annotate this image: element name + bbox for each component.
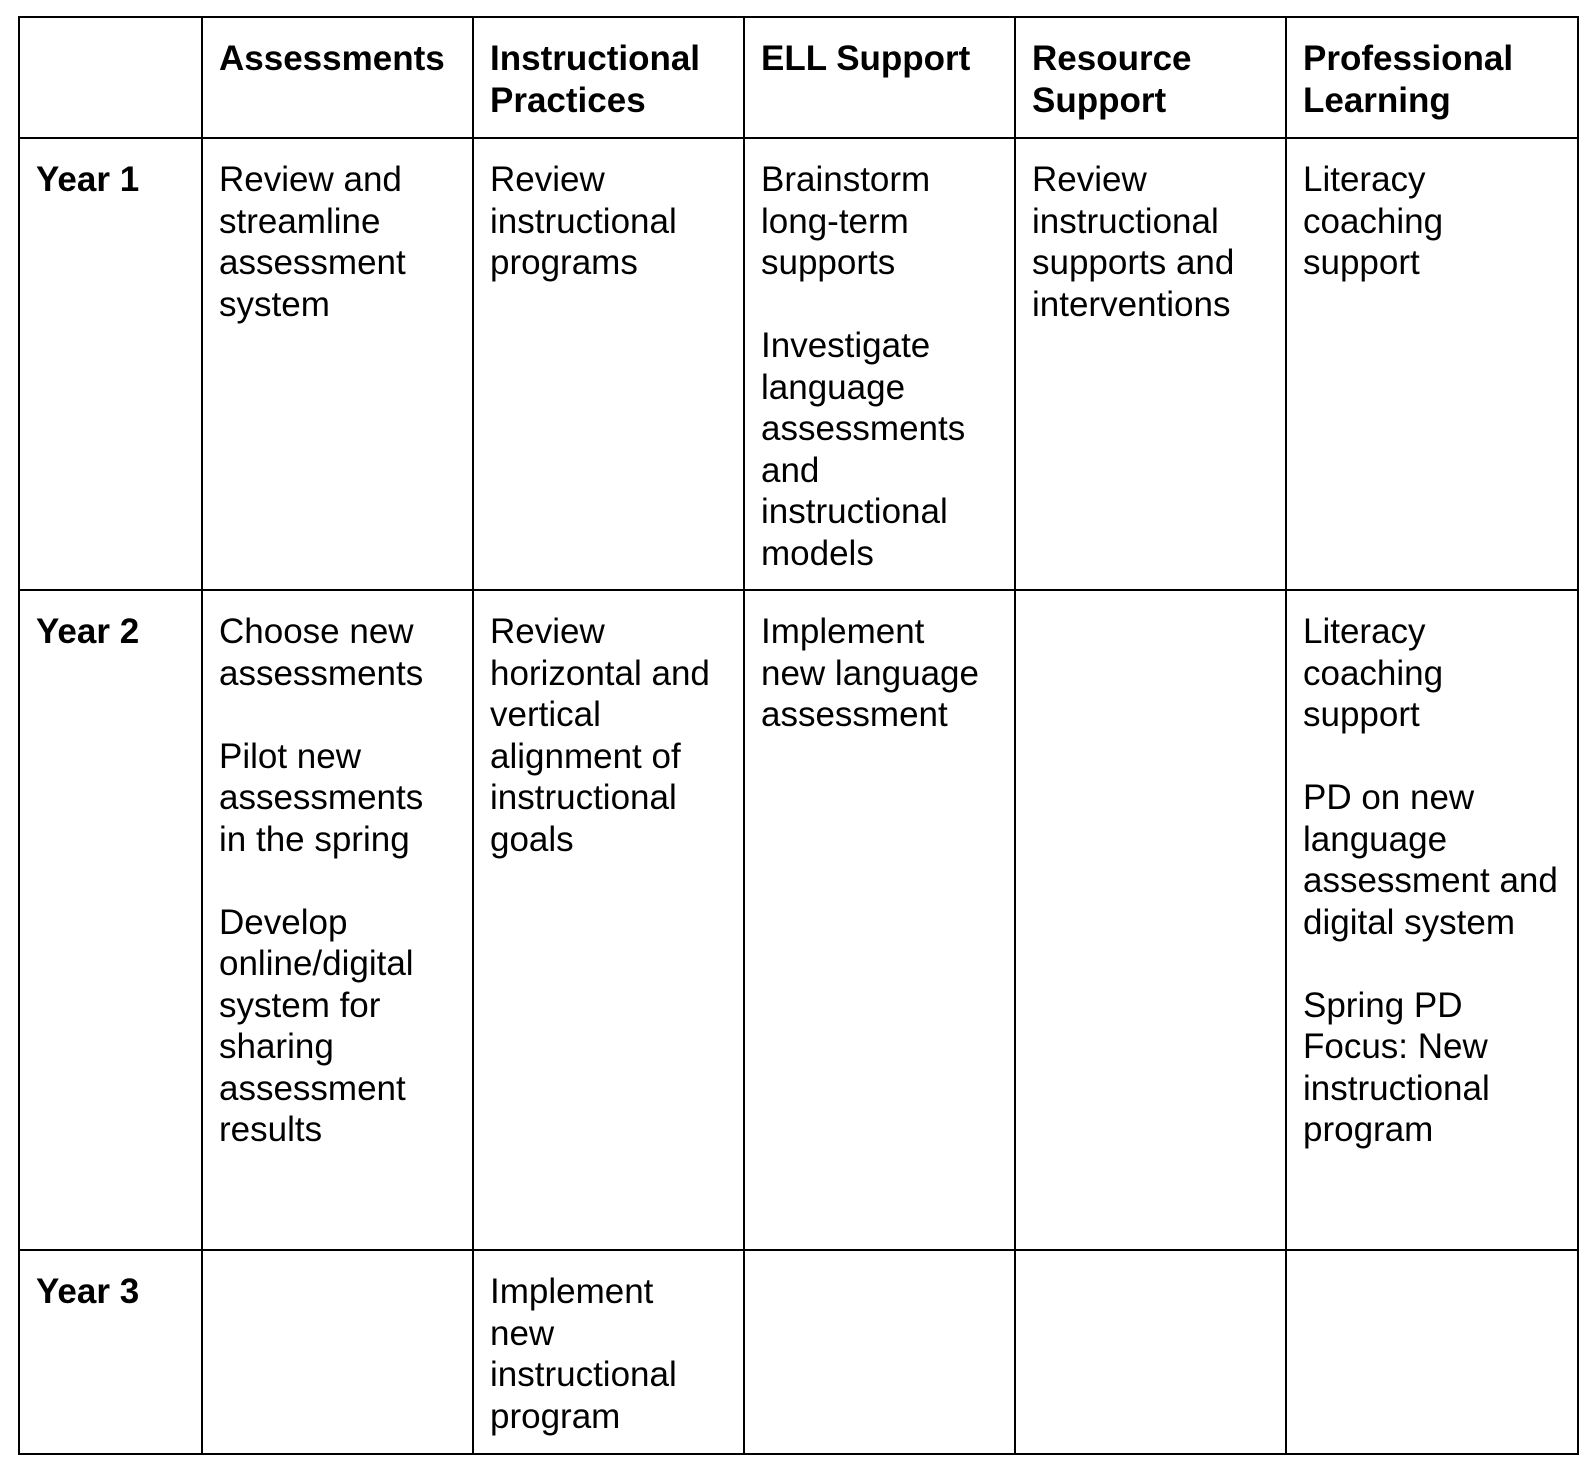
header-resource-support: Resource Support [1015,17,1286,138]
cell-item: Investigate language assessments and instructional models [761,326,966,573]
cell-item: Literacy coaching support [1303,612,1444,734]
cell-year-1-ell-support [744,138,1015,590]
cell-year-3-professional-learning [1286,1250,1578,1454]
header-professional-learning: Professional Learning [1286,17,1578,138]
cell-year-3-ell-support [744,1250,1015,1454]
row-label-year-1: Year 1 [19,138,202,590]
row-label-year-2: Year 2 [19,590,202,1250]
cell-year-1-professional-learning [1286,138,1578,590]
corner-cell [19,17,202,138]
header-row [19,17,1578,138]
cell-item: Brainstorm long-term supports [761,160,931,282]
cell-year-3-assessments [202,1250,473,1454]
cell-item: Review and streamline assessment system [219,160,406,324]
table-row-year-3 [19,1250,1578,1454]
table-row-year-2 [19,590,1578,1250]
cell-item: Review horizontal and vertical alignment of instructional goals [490,612,710,859]
cell-item: Pilot new assessments in the spring [219,736,424,859]
cell-item: Spring PD Focus: New instructional program [1303,985,1490,1149]
cell-year-2-resource-support [1015,590,1286,1250]
cell-year-2-assessments [202,590,473,1250]
header-instructional-practices: Instructional Practices [473,17,744,138]
cell-year-1-assessments [202,138,473,590]
cell-item: Review instructional programs [490,160,677,282]
header-ell-support: ELL Support [744,17,1015,138]
row-label-year-3: Year 3 [19,1250,202,1454]
header-assessments: Assessments [202,17,473,138]
cell-item: Literacy coaching support [1303,160,1444,282]
cell-year-2-instructional-practices [473,590,744,1250]
cell-item: Review instructional supports and interventions [1032,160,1235,324]
cell-year-2-ell-support [744,590,1015,1250]
cell-item: Implement new language assessment [761,612,979,734]
cell-item: Implement new instructional program [490,1272,677,1436]
cell-year-1-resource-support [1015,138,1286,590]
cell-year-2-professional-learning [1286,590,1578,1250]
cell-item: PD on new language assessment and digital system [1303,778,1558,942]
cell-year-1-instructional-practices [473,138,744,590]
timeline-table [18,16,1579,1455]
cell-item: Develop online/digital system for sharing assessment results [219,902,414,1149]
cell-year-3-resource-support [1015,1250,1286,1454]
cell-year-3-instructional-practices [473,1250,744,1454]
table-row-year-1 [19,138,1578,590]
cell-item: Choose new assessments [219,612,424,693]
